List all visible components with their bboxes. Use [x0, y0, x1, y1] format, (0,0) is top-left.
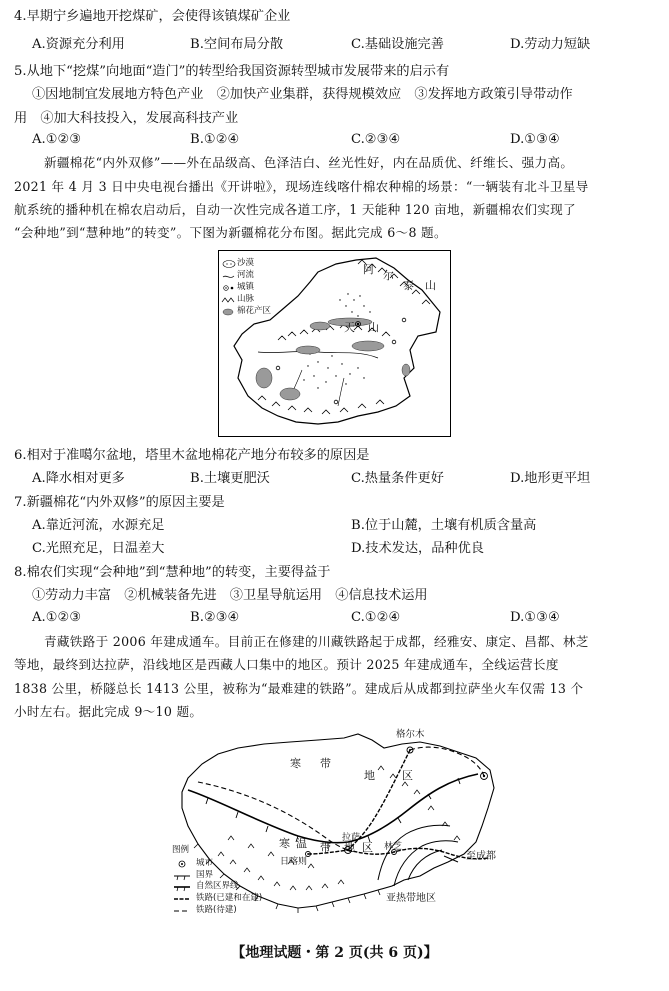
q5-option-a[interactable]: A.①②③ — [32, 132, 82, 147]
q8-option-b[interactable]: B.②③④ — [190, 610, 240, 625]
label-linzhi: 林芝 — [384, 842, 403, 852]
q4-stem: 4.早期宁乡遍地开挖煤矿，会使得该镇煤矿企业 — [14, 9, 291, 24]
q5-option-c[interactable]: C.②③④ — [351, 132, 401, 147]
label-subtropical: 亚热带地区 — [386, 893, 436, 904]
label-to-chengdu: 至成都 — [466, 851, 496, 862]
page-footer: 【地理试题・第 2 页(共 6 页)】 — [231, 945, 438, 961]
q7-stem: 7.新疆棉花“内外双修”的原因主要是 — [14, 495, 225, 510]
q8-option-d[interactable]: D.①③④ — [510, 610, 560, 625]
passage2-line1: 青藏铁路于 2006 年建成通车。目前正在修建的川藏铁路起于成都，经雅安、康定、昌都、林芝 — [44, 634, 589, 649]
label-shan2: 山 — [368, 321, 379, 334]
label-a: 阿 — [363, 263, 374, 276]
label-golmud: 格尔木 — [396, 729, 425, 740]
xinjiang-cotton-map — [218, 250, 451, 437]
q6-option-c[interactable]: C.热量条件更好 — [351, 471, 444, 486]
q5-option-d[interactable]: D.①③④ — [510, 132, 560, 147]
q4-option-a[interactable]: A.资源充分利用 — [32, 37, 125, 52]
passage1-line3: 航系统的播种机在棉农启动后，自动一次性完成各道工序，1 天能种 120 亩地，新疆棉农们实现了 — [14, 202, 576, 217]
passage1-line4: “会种地”到“慧种地”的转变”。下图为新疆棉花分布图。据此完成 6～8 题。 — [14, 225, 447, 240]
legend-desert: 沙漠 — [237, 258, 255, 268]
q4-option-d[interactable]: D.劳动力短缺 — [510, 37, 591, 52]
label-er: 尔 — [383, 269, 394, 282]
q6-option-a[interactable]: A.降水相对更多 — [32, 471, 125, 486]
legend-cotton-area: 棉花产区 — [237, 306, 272, 316]
q5-option-b[interactable]: B.①②④ — [190, 132, 240, 147]
passage2-line3: 1838 公里，桥隧总长 1413 公里，被称为“最难建的铁路”。建成后从成都到拉萨坐火车仅需 13 个 — [14, 681, 584, 696]
passage1-line2: 2021 年 4 月 3 日中央电视台播出《开讲啦》，现场连线喀什棉农种棉的场景：“一辆装有北斗卫星导 — [14, 179, 589, 194]
q8-option-a[interactable]: A.①②③ — [32, 610, 82, 625]
q4-option-c[interactable]: C.基础设施完善 — [351, 37, 444, 52]
q6-stem: 6.相对于准噶尔盆地，塔里木盆地棉花产地分布较多的原因是 — [14, 448, 370, 463]
q6-option-d[interactable]: D.地形更平坦 — [510, 471, 591, 486]
label-tian: 天 — [344, 321, 355, 334]
label-temp-3: 带 — [320, 841, 331, 854]
legend2-zone-line: 自然区界线 — [196, 881, 239, 891]
legend2-railway-planned: 铁路(待建) — [196, 905, 237, 915]
tibet-railway-map — [158, 730, 510, 930]
label-lhasa: 拉萨 — [342, 833, 361, 843]
label-temp-5: 区 — [362, 841, 373, 854]
legend-river: 河流 — [237, 270, 255, 280]
label-temp-2: 温 — [296, 837, 307, 850]
passage2-line2: 等地，最终到达拉萨，沿线地区是西藏人口集中的地区。预计 2025 年建成通车，全线运营长度 — [14, 657, 559, 672]
legend2-title: 图例 — [172, 845, 190, 855]
legend-mountain: 山脉 — [237, 294, 255, 304]
label-temp-1: 寒 — [279, 837, 290, 850]
q7-option-b[interactable]: B.位于山麓，土壤有机质含量高 — [351, 518, 537, 533]
passage1-line1: 新疆棉花“内外双修”——外在品级高、色泽洁白、丝光性好，内在品质优、纤维长、强力高。 — [44, 155, 574, 170]
q5-items-line1: ①因地制宜发展地方特色产业 ②加快产业集群，获得规模效应 ③发挥地方政策引导带动作 — [32, 87, 573, 102]
q7-option-d[interactable]: D.技术发达，品种优良 — [351, 541, 484, 556]
label-xigaze: 日喀则 — [280, 857, 308, 867]
passage2-line4: 小时左右。据此完成 9～10 题。 — [14, 704, 203, 719]
q5-stem: 5.从地下“挖煤”向地面“造门”的转型给我国资源转型城市发展带来的启示有 — [14, 64, 450, 79]
legend2-railway-built: 铁路(已建和在建) — [196, 893, 263, 903]
q8-items: ①劳动力丰富 ②机械装备先进 ③卫星导航运用 ④信息技术运用 — [32, 588, 428, 603]
label-temp-4: 地 — [344, 841, 355, 854]
label-cold-1: 寒 — [290, 757, 301, 770]
q5-items-line2: 用 ④加大科技投入，发展高科技产业 — [14, 111, 239, 126]
label-cold-3: 地 — [364, 769, 375, 782]
q8-stem: 8.棉农们实现“会种地”到“慧种地”的转变，主要得益于 — [14, 565, 331, 580]
label-tai: 泰 — [403, 279, 414, 292]
q7-option-c[interactable]: C.光照充足，日温差大 — [32, 541, 165, 556]
label-cold-4: 区 — [402, 769, 413, 782]
legend-town: 城镇 — [237, 282, 255, 292]
label-cold-2: 带 — [320, 757, 331, 770]
q6-option-b[interactable]: B.土壤更肥沃 — [190, 471, 270, 486]
q7-option-a[interactable]: A.靠近河流，水源充足 — [32, 518, 165, 533]
q4-option-b[interactable]: B.空间布局分散 — [190, 37, 284, 52]
q8-option-c[interactable]: C.①②④ — [351, 610, 401, 625]
legend2-city: 城市 — [196, 858, 214, 868]
label-shan1: 山 — [425, 279, 436, 292]
legend2-border: 国界 — [196, 870, 214, 880]
